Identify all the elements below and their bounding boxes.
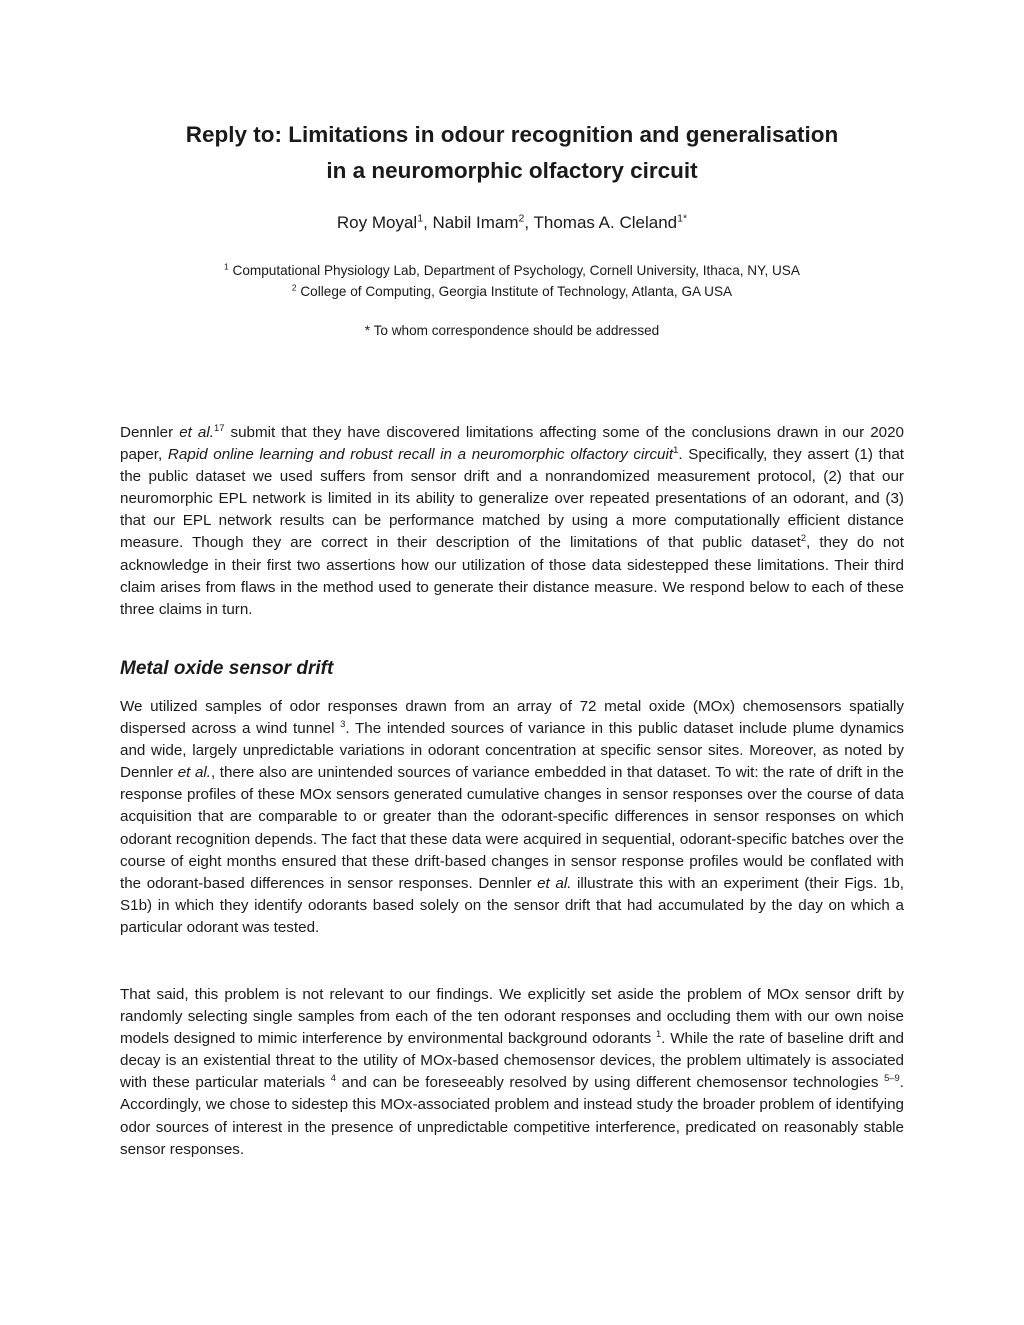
author-name: Thomas A. Cleland <box>533 213 678 232</box>
author-separator: , <box>524 213 534 232</box>
text-run: , there also are unintended sources of variance embedded in that dataset. To wit: the rate of drift in the response profiles of these MOx sensors generated cumulative changes in sensor responses over the course of data acquisition that are comparable to or greater than the odorant-specific differences in sensor responses on which odorant recognition depends. The fact that these data were acquired in sequential, odorant-specific batches over the course of eight months ensured that these drift-based changes in sensor response profiles would be conflated with the odorant-based differences in sensor responses. Dennler <box>120 764 905 892</box>
author-list <box>0 211 1024 235</box>
text-run: That said, this problem is not relevant to our findings. We explicitly set aside the problem of MOx sensor drift by randomly selecting single samples from each of the ten odorant responses and occluding them with our own noise models designed to mimic interference by environmental background odorants <box>120 986 904 1048</box>
author-separator: , <box>423 213 433 232</box>
citation-ref: 3 <box>340 718 346 730</box>
citation-ref: 1 <box>673 444 679 456</box>
paper-title <box>0 117 1024 189</box>
author-affil-marker: 1 <box>417 212 424 225</box>
etal-italic: et al. <box>537 874 572 892</box>
affiliation-2 <box>0 282 1024 303</box>
affiliation-text: College of Computing, Georgia Institute of Technology, Atlanta, GA USA <box>296 283 733 299</box>
affiliation-text: Computational Physiology Lab, Department of Psychology, Cornell University, Ithaca, NY, USA <box>228 263 800 278</box>
author-name: Nabil Imam <box>432 213 519 232</box>
text-run: and can be foreseeably resolved by using different chemosensor technologies <box>336 1074 885 1092</box>
text-run: , they do not acknowledge in their first two assertions how our utilization of those data sidestepped these limitations. Their third claim arises from flaws in the method used to generate their distance measure. We respond below to each of these three claims in turn. <box>120 534 904 618</box>
citation-ref: 1 <box>655 1028 662 1040</box>
text-run: . Accordingly, we chose to sidestep this MOx-associated problem and instead study the broader problem of identifying odor sources of interest in the presence of unpredictable competitive interference, predicated on reasonably stable sensor responses. <box>120 1074 904 1158</box>
affiliation-marker: 2 <box>291 281 297 292</box>
text-run: Dennler <box>120 424 180 441</box>
intro-paragraph <box>120 422 904 621</box>
author-name: Roy Moyal <box>336 213 418 232</box>
correspondence-note: * To whom correspondence should be addressed <box>364 323 660 338</box>
title-line-1: Reply to: Limitations in odour recognition and generalisation <box>185 122 839 147</box>
section-heading: Metal oxide sensor drift <box>120 658 334 679</box>
citation-ref: 17 <box>213 421 225 433</box>
citation-ref: 4 <box>330 1072 337 1084</box>
body-paragraph-2 <box>120 984 904 1161</box>
title-line-2: in a neuromorphic olfactory circuit <box>326 158 698 183</box>
text-run: . While the rate of baseline drift and decay is an existential threat to the utility of MOx-based chemosensor devices, the problem ultimately is associated with these particular materials <box>120 1030 904 1092</box>
etal-italic: et al. <box>177 764 211 782</box>
author-affil-marker: 2 <box>518 212 525 225</box>
author-affil-marker: 1* <box>677 212 688 225</box>
text-run: . Specifically, they assert (1) that the public dataset we used suffers from sensor drift and a nonrandomized measurement protocol, (2) that our neuromorphic EPL network is limited in its ability to generalize over repeated presentations of an odorant, and (3) that our EPL network results can be performance matched by using a more computationally efficient distance measure. Though they are correct in their description of the limitations of that public dataset <box>120 446 905 552</box>
affiliation-1 <box>0 261 1024 282</box>
text-run: . The intended sources of variance in this public dataset include plume dynamics and wide, largely unpredictable variations in odorant concentration at specific sensor sites. Moreover, as noted by Dennler <box>120 720 904 782</box>
citation-ref: 2 <box>800 532 807 544</box>
affiliation-marker: 1 <box>224 261 229 272</box>
etal-italic: et al. <box>179 424 214 441</box>
body-paragraph-1 <box>120 696 904 939</box>
cited-paper-title: Rapid online learning and robust recall in a neuromorphic olfactory circuit <box>167 446 674 464</box>
text-run: illustrate this with an experiment (their Figs. 1b, S1b) in which they identify odorants based solely on the sensor drift that had accumulated by the day on which a particular odorant was tested. <box>120 874 904 936</box>
text-run: submit that they have discovered limitations affecting some of the conclusions drawn in our 2020 paper, <box>120 424 904 464</box>
affiliation-list <box>0 261 1024 302</box>
text-run: We utilized samples of odor responses drawn from an array of 72 metal oxide (MOx) chemosensors spatially dispersed across a wind tunnel <box>120 698 904 738</box>
citation-ref: 5–9 <box>884 1072 900 1084</box>
